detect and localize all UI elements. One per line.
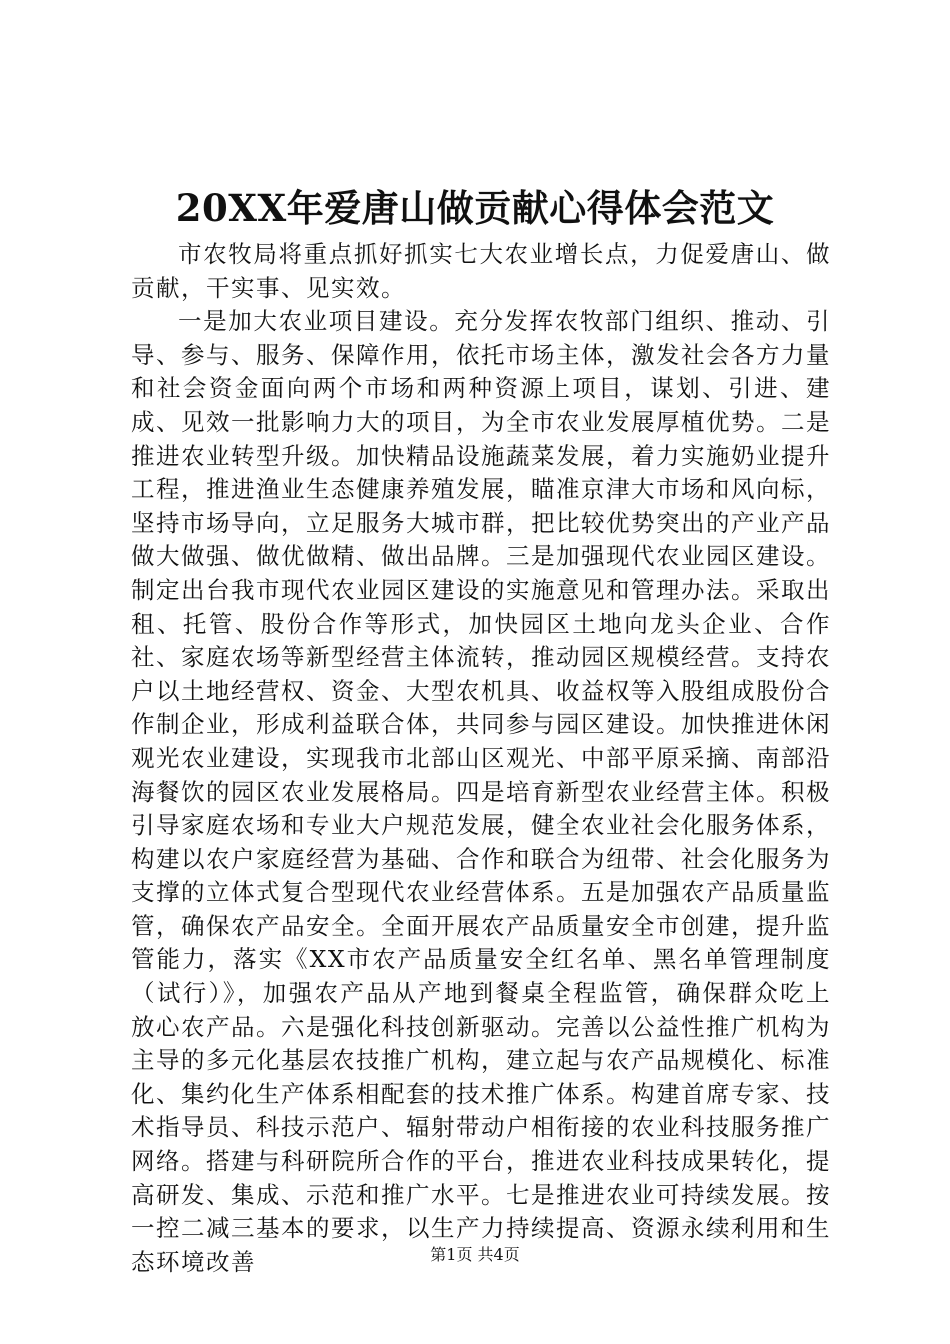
document-body bbox=[131, 238, 831, 1279]
paragraph-intro: 市农牧局将重点抓好抓实七大农业增长点，力促爱唐山、做贡献，干实事、见实效。 bbox=[131, 240, 831, 302]
paragraph-main: 一是加大农业项目建设。充分发挥农牧部门组织、推动、引导、参与、服务、保障作用，依托市场主体，激发社会各方力量和社会资金面向两个市场和两种资源上项目，谋划、引进、建成、见效一批影响力大的项目，为全市农业发展厚植优势。二是推进农业转型升级。加快精品设施蔬菜发展，着力实施奶业提升工程，推进渔业生态健康养殖发展，瞄准京津大市场和风向标，坚持市场导向，立足服务大城市群，把比较优势突出的产业产品做大做强、做优做精、做出品牌。三是加强现代农业园区建设。制定出台我市现代农业园区建设的实施意见和管理办法。采取出租、托管、股份合作等形式，加快园区土地向龙头企业、合作社、家庭农场等新型经营主体流转，推动园区规模经营。支持农户以土地经营权、资金、大型农机具、收益权等入股组成股份合作制企业，形成利益联合体，共同参与园区建设。加快推进休闲观光农业建设，实现我市北部山区观光、中部平原采摘、南部沿海餐饮的园区农业发展格局。四是培育新型农业经营主体。积极引导家庭农场和专业大户规范发展，健全农业社会化服务体系，构建以农户家庭经营为基础、合作和联合为纽带、社会化服务为支撑的立体式复合型现代农业经营体系。五是加强农产品质量监管，确保农产品安全。全面开展农产品质量安全市创建，提升监管能力，落实《XX市农产品质量安全红名单、黑名单管理制度（试行）》，加强农产品从产地到餐桌全程监管，确保群众吃上放心农产品。六是强化科技创新驱动。完善以公益性推广机构为主导的多元化基层农技推广机构，建立起与农产品规模化、标准化、集约化生产体系相配套的技术推广体系。构建首席专家、技术指导员、科技示范户、辐射带动户相衔接的农业科技服务推广网络。搭建与科研院所合作的平台，推进农业科技成果转化，提高研发、集成、示范和推广水平。七是推进农业可持续发展。按一控二减三基本的要求，以生产力持续提高、资源永续利用和生态环境改善 bbox=[131, 307, 831, 1276]
document-title: 20XX年爱唐山做贡献心得体会范文 bbox=[175, 186, 775, 230]
page-number: 第1页 共4页 bbox=[430, 1245, 520, 1264]
